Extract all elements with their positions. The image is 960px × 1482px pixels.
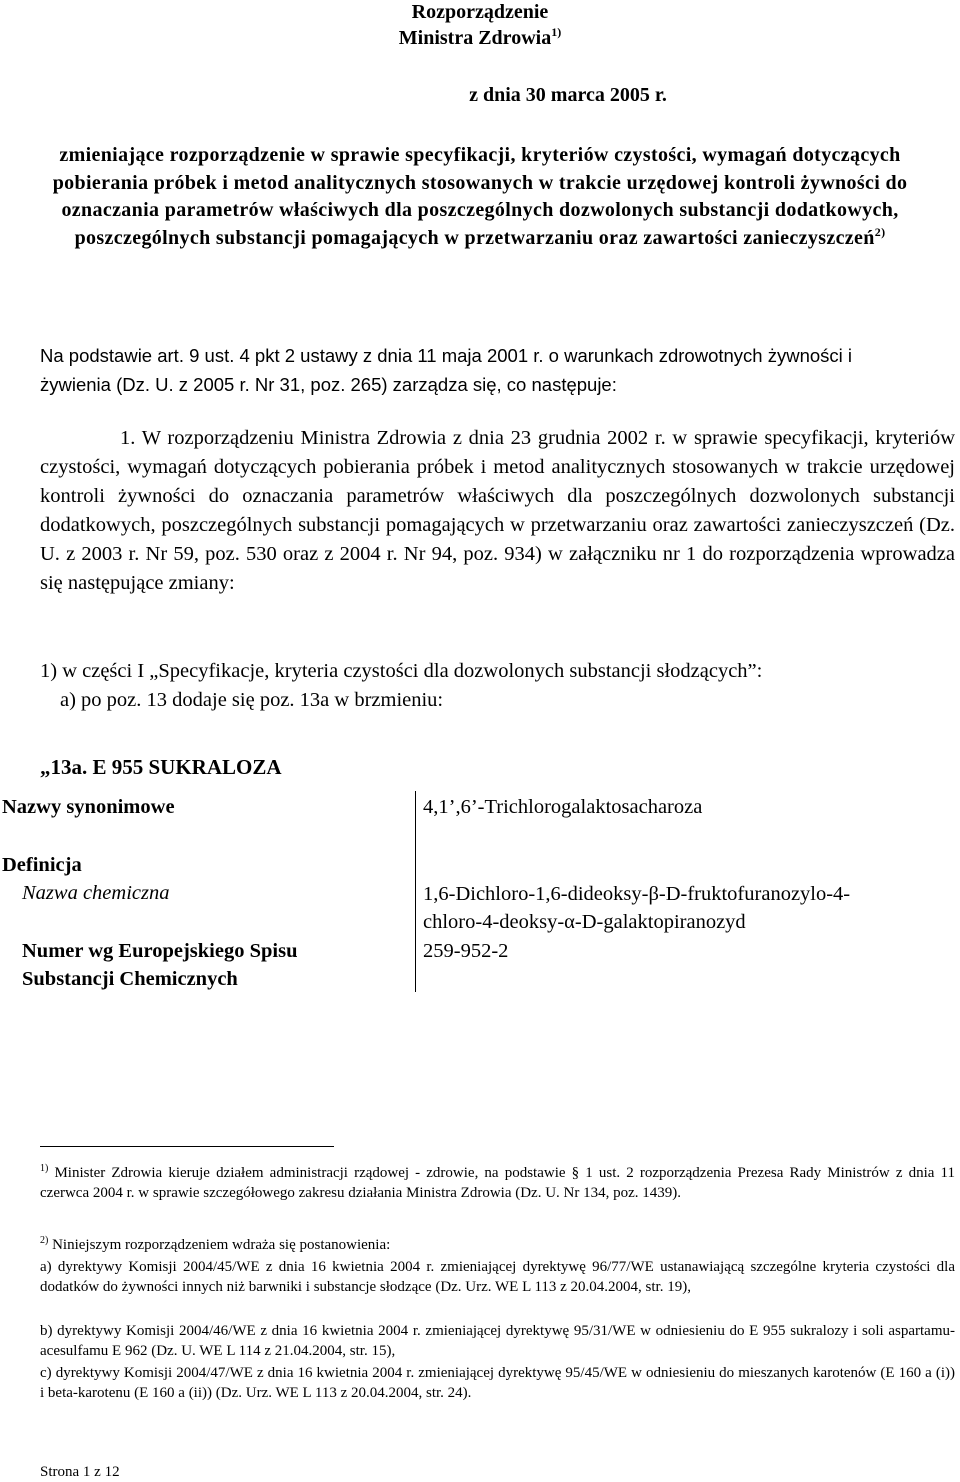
subject-text: zmieniające rozporządzenie w sprawie specyfikacji, kryteriów czystości, wymagań dotyczących pobierania próbek i metod analitycznych stosowanych w trakcie urzędowej kontroli żywności do oznaczania parametrów właściwych dla poszczególnych dozwolonych substancji dodatkowych, poszczególnych substancji pomagających w przetwarzaniu oraz zawartości zanieczyszczeń bbox=[52, 144, 908, 249]
footnote-1-marker: 1) bbox=[40, 1163, 49, 1174]
footnote-2-item-a: a) dyrektywy Komisji 2004/45/WE z dnia 16 kwietnia 2004 r. zmieniającej dyrektywę 96/77/WE ustanawiającą szczególne kryteria czystości dla dodatków do żywności innych niż barwniki i substancje słodzące (Dz. Urz. WE L 113 z 20.04.2004, str. 19), bbox=[40, 1259, 955, 1295]
section-1 bbox=[40, 424, 955, 599]
einecs-label-line1: Numer wg Europejskiego Spisu bbox=[22, 940, 298, 962]
document-date: z dnia 30 marca 2005 r. bbox=[469, 84, 667, 106]
chemical-name-value-line1: 1,6-Dichloro-1,6-dideoksy-β-D-fruktofuranozylo-4- bbox=[423, 883, 851, 905]
legal-basis: Na podstawie art. 9 ust. 4 pkt 2 ustawy z dnia 11 maja 2001 r. o warunkach zdrowotnych żywności i żywienia (Dz. U. z 2005 r. Nr 31, poz. 265) zarządza się, co następuje: bbox=[40, 345, 853, 395]
synonyms-value: 4,1’,6’-Trichlorogalaktosacharoza bbox=[423, 796, 703, 818]
synonyms-label: Nazwy synonimowe bbox=[2, 796, 175, 818]
footnote-2-intro-text: Niniejszym rozporządzeniem wdraża się postanowienia: bbox=[48, 1237, 391, 1253]
footnote-2-item-c: c) dyrektywy Komisji 2004/47/WE z dnia 16 kwietnia 2004 r. zmieniającej dyrektywę 95/45/WE w odniesieniu do mieszanych karotenów (E 160 a (i)) i beta-karotenu (E 160 a (ii)) (Dz. Urz. WE L 113 z 20.04.2004, str. 24). bbox=[40, 1365, 955, 1401]
einecs-value: 259-952-2 bbox=[423, 940, 509, 962]
footnote-2-intro bbox=[40, 1236, 955, 1256]
document-title: Rozporządzenie bbox=[411, 1, 549, 23]
chemical-name-label: Nazwa chemiczna bbox=[22, 882, 170, 904]
footnote-separator bbox=[40, 1146, 334, 1147]
footnote-1-text: Minister Zdrowia kieruje działem administracji rządowej - zdrowie, na podstawie § 1 ust. 2 rozporządzenia Prezesa Rady Ministrów z dnia 11 czerwca 2004 r. w sprawie szczegółowego zakresu działania Ministra Zdrowia (Dz. U. Nr 134, poz. 1439). bbox=[40, 1165, 955, 1201]
chemical-name-value-line2: chloro-4-deoksy-α-D-galaktopiranozyd bbox=[423, 911, 746, 933]
footnote-2-marker: 2) bbox=[40, 1235, 49, 1246]
footnote-ref-1: 1) bbox=[551, 25, 562, 39]
document-subject bbox=[40, 142, 920, 252]
point-1a: a) po poz. 13 dodaje się poz. 13a w brzmieniu: bbox=[60, 689, 444, 711]
issuer-text: Ministra Zdrowia bbox=[398, 27, 552, 49]
footnote-2-item-b: b) dyrektywy Komisji 2004/46/WE z dnia 16 kwietnia 2004 r. zmieniającej dyrektywę 95/31/WE w odniesieniu do E 955 sukralozy i soli aspartamu-acesulfamu E 962 (Dz. U. WE L 114 z 21.04.2004, str. 15), bbox=[40, 1323, 955, 1359]
definition-label: Definicja bbox=[2, 854, 82, 876]
section-1-text: 1. W rozporządzeniu Ministra Zdrowia z dnia 23 grudnia 2002 r. w sprawie specyfikacji, kryteriów czystości, wymagań dotyczących pobierania próbek i metod analitycznych stosowanych w trakcie urzędowej kontroli żywności do oznaczania parametrów właściwych dla poszczególnych dozwolonych substancji dodatkowych, poszczególnych substancji pomagających w przetwarzaniu oraz zawartości zanieczyszczeń (Dz. U. z 2003 r. Nr 59, poz. 530 oraz z 2004 r. Nr 94, poz. 934) w załączniku nr 1 do rozporządzenia wprowadza się następujące zmiany: bbox=[40, 427, 955, 595]
table-divider bbox=[415, 791, 416, 992]
footnote-1 bbox=[40, 1164, 955, 1203]
entry-heading: „13a. E 955 SUKRALOZA bbox=[40, 755, 282, 779]
issuer-line bbox=[0, 27, 960, 49]
page-number: Strona 1 z 12 bbox=[40, 1464, 120, 1480]
point-1: 1) w części I „Specyfikacje, kryteria czystości dla dozwolonych substancji słodzących”: bbox=[40, 660, 763, 682]
footnote-ref-2: 2) bbox=[874, 224, 886, 239]
einecs-label-line2: Substancji Chemicznych bbox=[22, 968, 238, 990]
